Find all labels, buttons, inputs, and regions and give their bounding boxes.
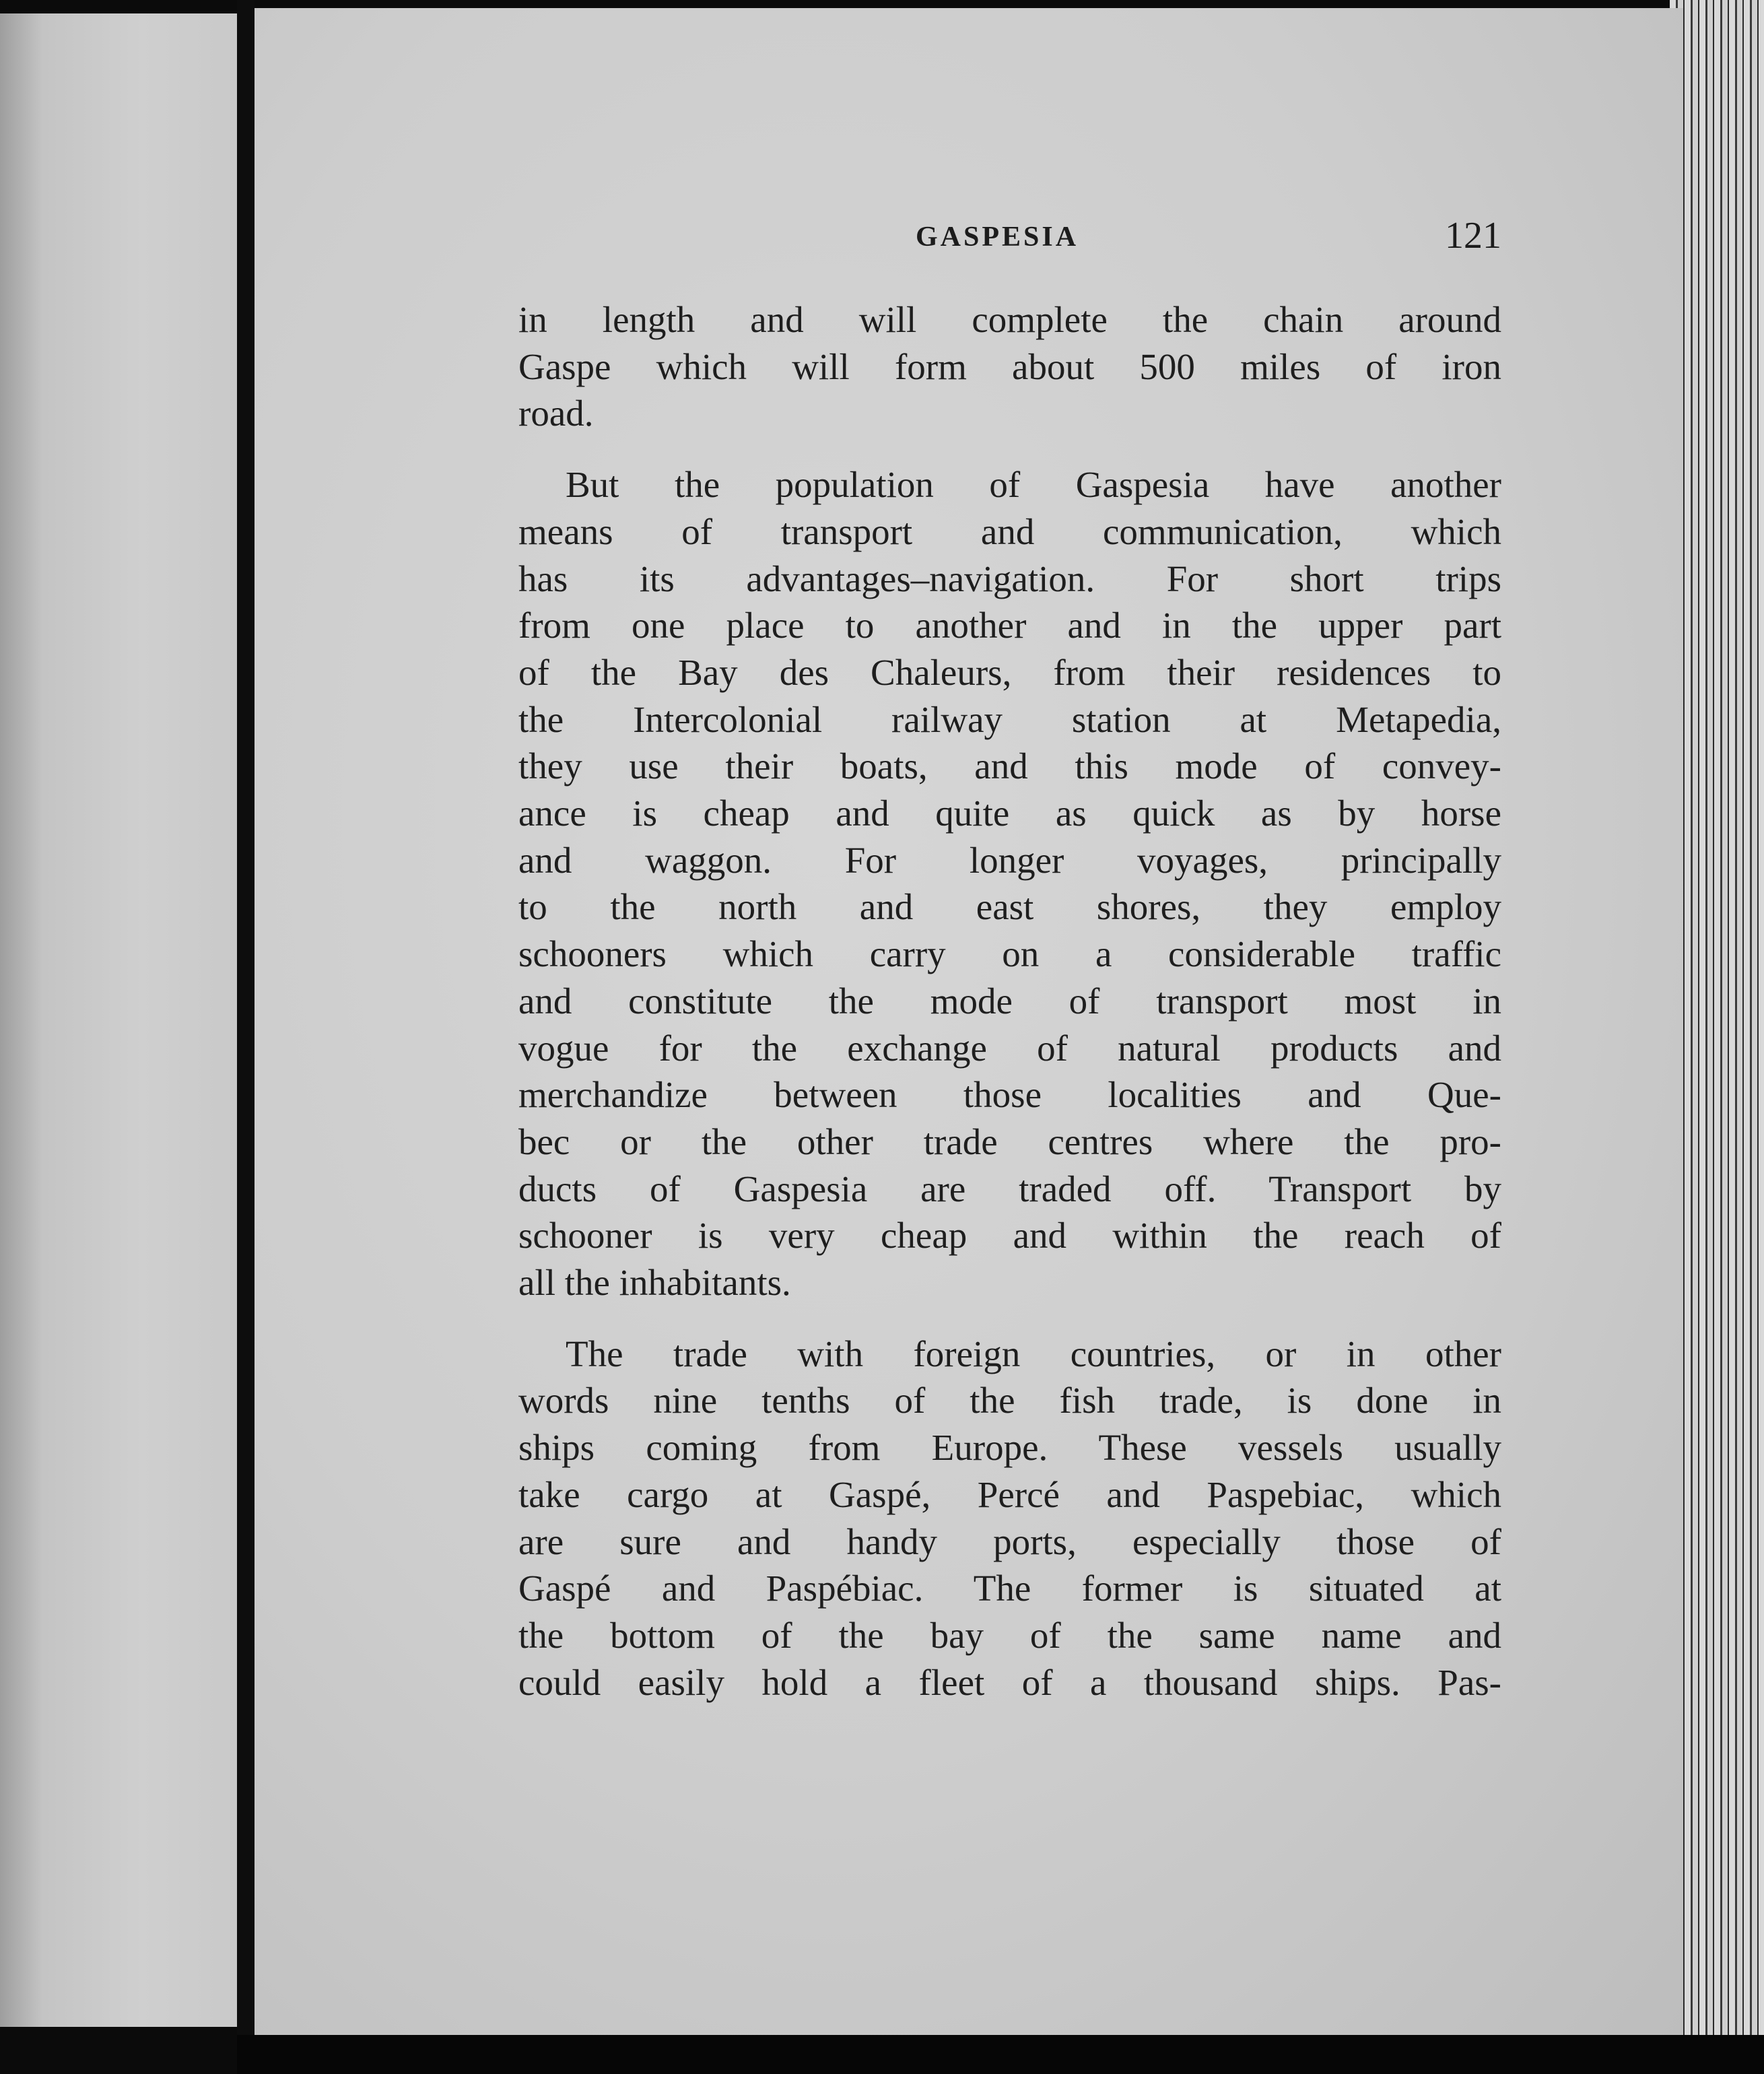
page-number: 121 bbox=[1445, 215, 1501, 257]
text-line: means of transport and communication, which bbox=[518, 510, 1501, 552]
text-line: in length and will complete the chain around bbox=[518, 299, 1501, 340]
text-line: and constitute the mode of transport most in bbox=[518, 980, 1501, 1022]
text-line: they use their boats, and this mode of convey- bbox=[518, 745, 1501, 787]
text-line: and waggon. For longer voyages, principally bbox=[518, 839, 1501, 881]
text-line: bec or the other trade centres where the pro- bbox=[518, 1120, 1501, 1162]
text-line: merchandize between those localities and Que- bbox=[518, 1074, 1501, 1116]
bottom-shadow bbox=[237, 2035, 1764, 2074]
text-line: The trade with foreign countries, or in other bbox=[566, 1333, 1501, 1374]
page-edges bbox=[1670, 0, 1764, 2061]
book-gutter bbox=[237, 0, 255, 2061]
text-line: schooners which carry on a considerable traffic bbox=[518, 933, 1501, 975]
text-line: all the inhabitants. bbox=[518, 1262, 791, 1304]
page-body bbox=[518, 296, 1501, 1706]
text-line: from one place to another and in the upper part bbox=[518, 605, 1501, 646]
text-line: Gaspe which will form about 500 miles of iron bbox=[518, 345, 1501, 387]
text-line: words nine tenths of the fish trade, is done in bbox=[518, 1380, 1501, 1421]
paragraph-1 bbox=[518, 296, 1501, 437]
text-line: could easily hold a fleet of a thousand ships. Pas- bbox=[518, 1661, 1501, 1703]
paragraph-2 bbox=[518, 461, 1501, 1306]
text-line: ducts of Gaspesia are traded off. Transport by bbox=[518, 1168, 1501, 1209]
text-line: road. bbox=[518, 393, 594, 434]
text-line: Gaspé and Paspébiac. The former is situated at bbox=[518, 1568, 1501, 1609]
text-line: the Intercolonial railway station at Metapedia, bbox=[518, 698, 1501, 740]
text-line: of the Bay des Chaleurs, from their residences to bbox=[518, 651, 1501, 693]
text-line: ance is cheap and quite as quick as by horse bbox=[518, 793, 1501, 834]
text-line: the bottom of the bay of the same name and bbox=[518, 1614, 1501, 1656]
text-line: has its advantages–navigation. For short trips bbox=[518, 558, 1501, 599]
running-title: GASPESIA bbox=[916, 222, 1079, 253]
text-line: But the population of Gaspesia have another bbox=[566, 464, 1501, 506]
text-line: schooner is very cheap and within the reach of bbox=[518, 1215, 1501, 1257]
text-line: take cargo at Gaspé, Percé and Paspebiac, which bbox=[518, 1473, 1501, 1515]
text-line: vogue for the exchange of natural products and bbox=[518, 1027, 1501, 1069]
paragraph-3 bbox=[518, 1331, 1501, 1706]
text-line: are sure and handy ports, especially those of bbox=[518, 1520, 1501, 1562]
facing-page-edge bbox=[0, 13, 237, 2027]
text-line: ships coming from Europe. These vessels usually bbox=[518, 1427, 1501, 1469]
page-header bbox=[518, 214, 1501, 261]
text-line: to the north and east shores, they employ bbox=[518, 886, 1501, 928]
